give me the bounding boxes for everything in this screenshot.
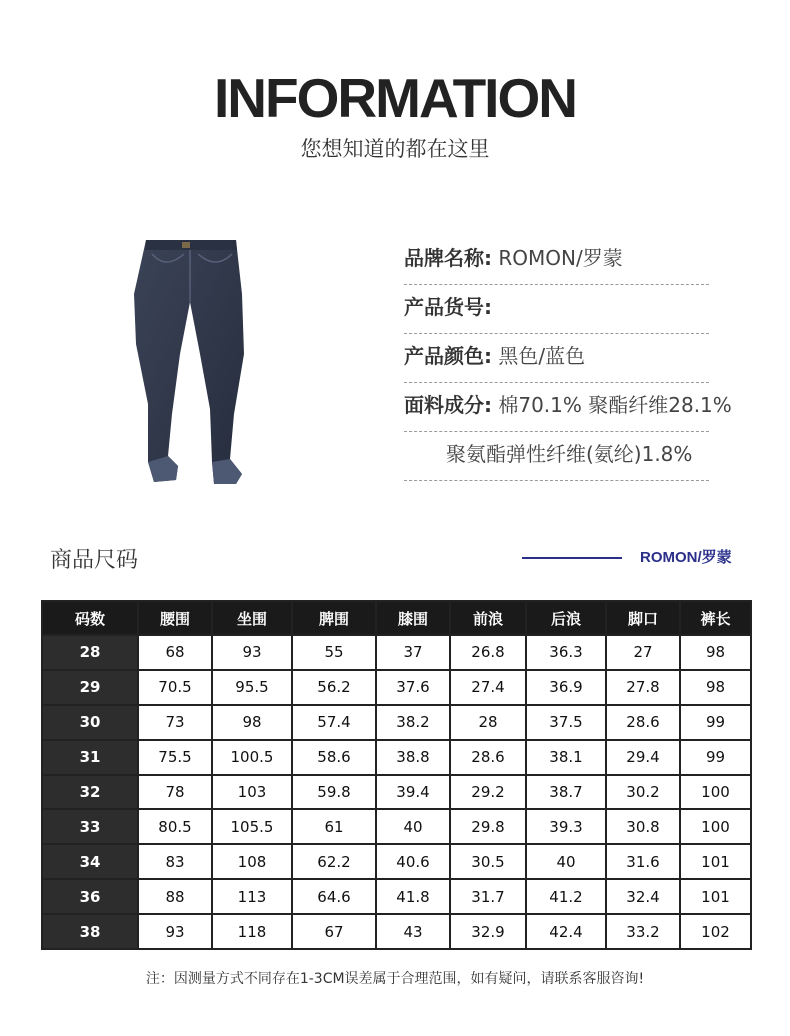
size-code-cell: 29 bbox=[42, 670, 138, 705]
table-cell: 105.5 bbox=[212, 809, 292, 844]
table-cell: 32.9 bbox=[450, 914, 526, 949]
column-header: 脾围 bbox=[292, 601, 376, 635]
table-cell: 80.5 bbox=[138, 809, 212, 844]
table-cell: 56.2 bbox=[292, 670, 376, 705]
table-cell: 100 bbox=[680, 775, 751, 810]
table-row bbox=[42, 670, 751, 705]
size-table bbox=[41, 600, 752, 950]
brand-divider-line bbox=[522, 557, 622, 559]
table-cell: 98 bbox=[680, 670, 751, 705]
table-cell: 30.8 bbox=[606, 809, 680, 844]
table-row bbox=[42, 705, 751, 740]
table-row bbox=[42, 914, 751, 949]
table-cell: 28.6 bbox=[450, 740, 526, 775]
column-header: 前浪 bbox=[450, 601, 526, 635]
table-cell: 95.5 bbox=[212, 670, 292, 705]
table-cell: 40.6 bbox=[376, 844, 450, 879]
table-cell: 83 bbox=[138, 844, 212, 879]
table-cell: 33.2 bbox=[606, 914, 680, 949]
info-value: ROMON/罗蒙 bbox=[492, 246, 623, 270]
table-cell: 29.2 bbox=[450, 775, 526, 810]
info-row-item-number bbox=[404, 285, 709, 334]
table-cell: 118 bbox=[212, 914, 292, 949]
table-cell: 36.9 bbox=[526, 670, 606, 705]
table-cell: 99 bbox=[680, 705, 751, 740]
table-cell: 29.4 bbox=[606, 740, 680, 775]
table-row bbox=[42, 635, 751, 670]
table-cell: 68 bbox=[138, 635, 212, 670]
size-code-cell: 34 bbox=[42, 844, 138, 879]
size-code-cell: 30 bbox=[42, 705, 138, 740]
table-cell: 28 bbox=[450, 705, 526, 740]
size-code-cell: 33 bbox=[42, 809, 138, 844]
size-code-cell: 36 bbox=[42, 879, 138, 914]
table-cell: 38.2 bbox=[376, 705, 450, 740]
table-cell: 37.5 bbox=[526, 705, 606, 740]
table-cell: 27.8 bbox=[606, 670, 680, 705]
table-cell: 75.5 bbox=[138, 740, 212, 775]
table-cell: 42.4 bbox=[526, 914, 606, 949]
info-row-color bbox=[404, 334, 709, 383]
table-cell: 73 bbox=[138, 705, 212, 740]
table-cell: 27 bbox=[606, 635, 680, 670]
table-row bbox=[42, 809, 751, 844]
info-label: 产品货号: bbox=[404, 295, 492, 319]
table-cell: 29.8 bbox=[450, 809, 526, 844]
table-cell: 38.1 bbox=[526, 740, 606, 775]
table-cell: 61 bbox=[292, 809, 376, 844]
table-cell: 88 bbox=[138, 879, 212, 914]
size-table-header bbox=[42, 601, 751, 635]
info-label: 面料成分: bbox=[404, 393, 492, 417]
info-value: 黑色/蓝色 bbox=[492, 344, 586, 368]
table-cell: 40 bbox=[526, 844, 606, 879]
product-info-list bbox=[404, 236, 732, 481]
size-section-title: 商品尺码 bbox=[50, 548, 139, 573]
info-row-fabric-continued bbox=[404, 432, 709, 481]
table-cell: 39.4 bbox=[376, 775, 450, 810]
table-cell: 40 bbox=[376, 809, 450, 844]
table-row bbox=[42, 879, 751, 914]
table-cell: 38.7 bbox=[526, 775, 606, 810]
table-cell: 41.2 bbox=[526, 879, 606, 914]
table-cell: 62.2 bbox=[292, 844, 376, 879]
table-cell: 59.8 bbox=[292, 775, 376, 810]
table-cell: 37.6 bbox=[376, 670, 450, 705]
table-row bbox=[42, 775, 751, 810]
jeans-product-image bbox=[118, 234, 308, 502]
page-subtitle: 您想知道的都在这里 bbox=[300, 137, 490, 161]
column-header: 坐围 bbox=[212, 601, 292, 635]
page-title: INFORMATION bbox=[214, 67, 576, 129]
info-row-fabric bbox=[404, 383, 732, 432]
info-label: 品牌名称: bbox=[404, 246, 492, 270]
table-cell: 93 bbox=[138, 914, 212, 949]
table-row bbox=[42, 844, 751, 879]
info-label: 产品颜色: bbox=[404, 344, 492, 368]
size-code-cell: 32 bbox=[42, 775, 138, 810]
table-cell: 102 bbox=[680, 914, 751, 949]
table-cell: 93 bbox=[212, 635, 292, 670]
info-row-brand bbox=[404, 236, 709, 285]
column-header: 裤长 bbox=[680, 601, 751, 635]
table-cell: 30.5 bbox=[450, 844, 526, 879]
table-cell: 78 bbox=[138, 775, 212, 810]
table-cell: 38.8 bbox=[376, 740, 450, 775]
table-cell: 43 bbox=[376, 914, 450, 949]
table-cell: 98 bbox=[212, 705, 292, 740]
table-cell: 108 bbox=[212, 844, 292, 879]
measurement-note: 注：因测量方式不同存在1-3CM误差属于合理范围，如有疑问，请联系客服咨询! bbox=[145, 971, 645, 987]
table-cell: 101 bbox=[680, 844, 751, 879]
table-cell: 103 bbox=[212, 775, 292, 810]
column-header: 膝围 bbox=[376, 601, 450, 635]
table-cell: 98 bbox=[680, 635, 751, 670]
column-header: 后浪 bbox=[526, 601, 606, 635]
table-cell: 39.3 bbox=[526, 809, 606, 844]
table-cell: 57.4 bbox=[292, 705, 376, 740]
table-cell: 100.5 bbox=[212, 740, 292, 775]
column-header: 腰围 bbox=[138, 601, 212, 635]
table-cell: 101 bbox=[680, 879, 751, 914]
table-cell: 41.8 bbox=[376, 879, 450, 914]
size-code-cell: 38 bbox=[42, 914, 138, 949]
table-cell: 30.2 bbox=[606, 775, 680, 810]
table-cell: 27.4 bbox=[450, 670, 526, 705]
table-cell: 31.7 bbox=[450, 879, 526, 914]
info-value: 棉70.1% 聚酯纤维28.1% bbox=[492, 393, 732, 417]
size-code-cell: 31 bbox=[42, 740, 138, 775]
table-cell: 26.8 bbox=[450, 635, 526, 670]
column-header: 脚口 bbox=[606, 601, 680, 635]
table-cell: 31.6 bbox=[606, 844, 680, 879]
table-cell: 100 bbox=[680, 809, 751, 844]
size-code-cell: 28 bbox=[42, 635, 138, 670]
brand-mark: ROMON/罗蒙 bbox=[640, 549, 732, 566]
column-header: 码数 bbox=[42, 601, 138, 635]
table-cell: 37 bbox=[376, 635, 450, 670]
table-cell: 113 bbox=[212, 879, 292, 914]
table-row bbox=[42, 740, 751, 775]
size-table-body bbox=[42, 635, 751, 949]
table-cell: 67 bbox=[292, 914, 376, 949]
table-cell: 70.5 bbox=[138, 670, 212, 705]
table-cell: 28.6 bbox=[606, 705, 680, 740]
table-cell: 55 bbox=[292, 635, 376, 670]
table-cell: 32.4 bbox=[606, 879, 680, 914]
table-cell: 58.6 bbox=[292, 740, 376, 775]
table-cell: 99 bbox=[680, 740, 751, 775]
table-cell: 36.3 bbox=[526, 635, 606, 670]
table-cell: 64.6 bbox=[292, 879, 376, 914]
info-value: 聚氨酯弹性纤维(氨纶)1.8% bbox=[446, 442, 693, 466]
